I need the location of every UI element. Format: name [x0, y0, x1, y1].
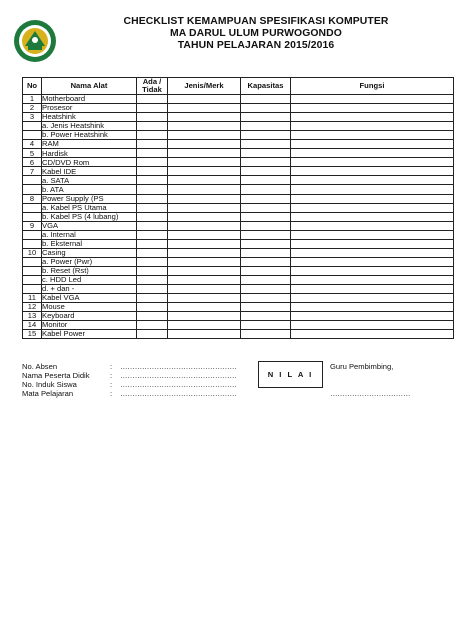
row-ada-tidak-cell — [137, 275, 168, 284]
footer-field-line: ………………………………………… — [120, 380, 237, 389]
row-jenis-merk-cell — [168, 95, 241, 104]
row-ada-tidak-cell — [137, 239, 168, 248]
row-ada-tidak-cell — [137, 230, 168, 239]
row-jenis-merk-cell — [168, 158, 241, 167]
row-fungsi-cell — [291, 113, 454, 122]
row-no: 8 — [23, 194, 42, 203]
document-header — [60, 16, 452, 52]
row-jenis-merk-cell — [168, 321, 241, 330]
row-item-name: a. Jenis Heatshink — [42, 122, 137, 131]
row-item-name: c. HDD Led — [42, 275, 137, 284]
row-kapasitas-cell — [241, 257, 291, 266]
row-fungsi-cell — [291, 330, 454, 339]
row-ada-tidak-cell — [137, 303, 168, 312]
row-ada-tidak-cell — [137, 312, 168, 321]
row-kapasitas-cell — [241, 113, 291, 122]
footer-field-line: ………………………………………… — [120, 389, 237, 398]
row-item-name: b. Reset (Rst) — [42, 266, 137, 275]
row-ada-tidak-cell — [137, 167, 168, 176]
row-jenis-merk-cell — [168, 194, 241, 203]
row-ada-tidak-cell — [137, 158, 168, 167]
row-item-name: b. ATA — [42, 185, 137, 194]
row-jenis-merk-cell — [168, 303, 241, 312]
row-ada-tidak-cell — [137, 294, 168, 303]
row-no — [23, 257, 42, 266]
row-ada-tidak-cell — [137, 113, 168, 122]
row-no: 9 — [23, 221, 42, 230]
row-item-name: Hardisk — [42, 149, 137, 158]
nilai-box: N I L A I — [258, 361, 323, 388]
row-fungsi-cell — [291, 185, 454, 194]
row-ada-tidak-cell — [137, 176, 168, 185]
guru-pembimbing-label: Guru Pembimbing, — [330, 362, 394, 371]
row-fungsi-cell — [291, 248, 454, 257]
row-no — [23, 266, 42, 275]
row-ada-tidak-cell — [137, 203, 168, 212]
footer-field-colon: : — [110, 380, 113, 389]
table-row — [23, 275, 454, 284]
row-jenis-merk-cell — [168, 266, 241, 275]
row-kapasitas-cell — [241, 312, 291, 321]
table-row — [23, 312, 454, 321]
footer-field-colon: : — [110, 362, 113, 371]
table-row — [23, 194, 454, 203]
row-no — [23, 239, 42, 248]
col-header-fungsi: Fungsi — [291, 78, 454, 95]
row-no: 14 — [23, 321, 42, 330]
table-row — [23, 212, 454, 221]
table-row — [23, 266, 454, 275]
row-jenis-merk-cell — [168, 284, 241, 293]
row-kapasitas-cell — [241, 266, 291, 275]
table-row — [23, 113, 454, 122]
row-no: 15 — [23, 330, 42, 339]
table-row — [23, 167, 454, 176]
row-kapasitas-cell — [241, 294, 291, 303]
footer-field-colon: : — [110, 371, 113, 380]
row-fungsi-cell — [291, 221, 454, 230]
header-title: CHECKLIST KEMAMPUAN SPESIFIKASI KOMPUTER — [123, 16, 389, 27]
row-kapasitas-cell — [241, 203, 291, 212]
row-ada-tidak-cell — [137, 321, 168, 330]
header-year: TAHUN PELAJARAN 2015/2016 — [177, 40, 335, 51]
row-jenis-merk-cell — [168, 104, 241, 113]
row-fungsi-cell — [291, 194, 454, 203]
row-jenis-merk-cell — [168, 113, 241, 122]
row-ada-tidak-cell — [137, 185, 168, 194]
row-kapasitas-cell — [241, 140, 291, 149]
row-ada-tidak-cell — [137, 104, 168, 113]
col-header-nama-alat: Nama Alat — [42, 78, 137, 95]
row-no: 11 — [23, 294, 42, 303]
table-row — [23, 122, 454, 131]
footer-field-label: No. Induk Siswa — [22, 380, 77, 389]
table-row — [23, 104, 454, 113]
row-fungsi-cell — [291, 176, 454, 185]
row-jenis-merk-cell — [168, 294, 241, 303]
row-item-name: CD/DVD Rom — [42, 158, 137, 167]
row-item-name: Casing — [42, 248, 137, 257]
row-item-name: a. Power (Pwr) — [42, 257, 137, 266]
footer-field-label: No. Absen — [22, 362, 58, 371]
table-row — [23, 158, 454, 167]
row-kapasitas-cell — [241, 167, 291, 176]
row-ada-tidak-cell — [137, 257, 168, 266]
row-kapasitas-cell — [241, 122, 291, 131]
row-kapasitas-cell — [241, 212, 291, 221]
row-no — [23, 230, 42, 239]
school-logo-icon — [13, 19, 57, 63]
guru-signature-line: …………………………… — [330, 389, 411, 398]
row-jenis-merk-cell — [168, 185, 241, 194]
row-jenis-merk-cell — [168, 257, 241, 266]
row-no: 4 — [23, 140, 42, 149]
header-school: MA DARUL ULUM PURWOGONDO — [170, 28, 342, 39]
row-fungsi-cell — [291, 212, 454, 221]
row-no — [23, 203, 42, 212]
row-jenis-merk-cell — [168, 312, 241, 321]
row-no — [23, 131, 42, 140]
row-jenis-merk-cell — [168, 122, 241, 131]
row-kapasitas-cell — [241, 104, 291, 113]
row-ada-tidak-cell — [137, 149, 168, 158]
footer-field-label: Mata Pelajaran — [22, 389, 74, 398]
table-row — [23, 248, 454, 257]
row-ada-tidak-cell — [137, 248, 168, 257]
row-item-name: Motherboard — [42, 95, 137, 104]
row-fungsi-cell — [291, 303, 454, 312]
row-fungsi-cell — [291, 149, 454, 158]
row-jenis-merk-cell — [168, 275, 241, 284]
row-kapasitas-cell — [241, 221, 291, 230]
row-fungsi-cell — [291, 275, 454, 284]
row-no: 2 — [23, 104, 42, 113]
row-no — [23, 284, 42, 293]
row-jenis-merk-cell — [168, 330, 241, 339]
row-jenis-merk-cell — [168, 248, 241, 257]
row-item-name: Prosesor — [42, 104, 137, 113]
table-row — [23, 230, 454, 239]
table-row — [23, 321, 454, 330]
row-item-name: a. Kabel PS Utama — [42, 203, 137, 212]
row-fungsi-cell — [291, 158, 454, 167]
row-kapasitas-cell — [241, 194, 291, 203]
table-row — [23, 149, 454, 158]
row-no — [23, 176, 42, 185]
row-fungsi-cell — [291, 131, 454, 140]
table-row — [23, 140, 454, 149]
row-ada-tidak-cell — [137, 140, 168, 149]
row-item-name: b. Kabel PS (4 lubang) — [42, 212, 137, 221]
row-no — [23, 122, 42, 131]
table-row — [23, 131, 454, 140]
row-item-name: Power Supply (PS — [42, 194, 137, 203]
row-item-name: Mouse — [42, 303, 137, 312]
row-kapasitas-cell — [241, 185, 291, 194]
table-row — [23, 239, 454, 248]
row-fungsi-cell — [291, 284, 454, 293]
row-ada-tidak-cell — [137, 330, 168, 339]
row-kapasitas-cell — [241, 149, 291, 158]
row-fungsi-cell — [291, 239, 454, 248]
row-no: 5 — [23, 149, 42, 158]
table-row — [23, 95, 454, 104]
row-jenis-merk-cell — [168, 221, 241, 230]
table-row — [23, 330, 454, 339]
row-item-name: b. Eksternal — [42, 239, 137, 248]
row-jenis-merk-cell — [168, 239, 241, 248]
table-row — [23, 176, 454, 185]
col-header-no: No — [23, 78, 42, 95]
row-ada-tidak-cell — [137, 194, 168, 203]
table-row — [23, 203, 454, 212]
table-row — [23, 221, 454, 230]
table-row — [23, 257, 454, 266]
row-item-name: Kabel VGA — [42, 294, 137, 303]
row-no — [23, 212, 42, 221]
row-jenis-merk-cell — [168, 131, 241, 140]
row-item-name: Kabel IDE — [42, 167, 137, 176]
row-kapasitas-cell — [241, 158, 291, 167]
row-fungsi-cell — [291, 95, 454, 104]
row-no: 1 — [23, 95, 42, 104]
col-header-tidak: Tidak — [142, 85, 162, 94]
row-no: 6 — [23, 158, 42, 167]
row-kapasitas-cell — [241, 321, 291, 330]
row-no: 12 — [23, 303, 42, 312]
row-kapasitas-cell — [241, 95, 291, 104]
checklist-table — [22, 77, 454, 339]
footer-field-line: ………………………………………… — [120, 371, 237, 380]
row-ada-tidak-cell — [137, 95, 168, 104]
row-fungsi-cell — [291, 257, 454, 266]
row-fungsi-cell — [291, 312, 454, 321]
row-no — [23, 275, 42, 284]
row-fungsi-cell — [291, 230, 454, 239]
row-ada-tidak-cell — [137, 131, 168, 140]
row-fungsi-cell — [291, 266, 454, 275]
row-item-name: Keyboard — [42, 312, 137, 321]
row-kapasitas-cell — [241, 303, 291, 312]
row-ada-tidak-cell — [137, 221, 168, 230]
row-item-name: Kabel Power — [42, 330, 137, 339]
row-item-name: RAM — [42, 140, 137, 149]
row-item-name: d. + dan - — [42, 284, 137, 293]
row-kapasitas-cell — [241, 248, 291, 257]
footer-section — [22, 360, 453, 420]
row-fungsi-cell — [291, 104, 454, 113]
col-header-kapasitas: Kapasitas — [241, 78, 291, 95]
row-kapasitas-cell — [241, 131, 291, 140]
row-kapasitas-cell — [241, 275, 291, 284]
row-ada-tidak-cell — [137, 284, 168, 293]
row-kapasitas-cell — [241, 330, 291, 339]
row-no — [23, 185, 42, 194]
row-item-name: b. Power Heatshink — [42, 131, 137, 140]
row-ada-tidak-cell — [137, 212, 168, 221]
col-header-ada-tidak — [137, 78, 168, 95]
row-item-name: a. Internal — [42, 230, 137, 239]
row-ada-tidak-cell — [137, 266, 168, 275]
table-header-row — [23, 78, 454, 95]
row-jenis-merk-cell — [168, 167, 241, 176]
row-kapasitas-cell — [241, 176, 291, 185]
table-row — [23, 294, 454, 303]
row-no: 3 — [23, 113, 42, 122]
row-fungsi-cell — [291, 321, 454, 330]
row-no: 13 — [23, 312, 42, 321]
table-row — [23, 303, 454, 312]
row-ada-tidak-cell — [137, 122, 168, 131]
row-item-name: Heatshink — [42, 113, 137, 122]
row-jenis-merk-cell — [168, 176, 241, 185]
row-kapasitas-cell — [241, 239, 291, 248]
col-header-jenis-merk: Jenis/Merk — [168, 78, 241, 95]
col-header-ada: Ada / — [142, 77, 162, 87]
row-no: 10 — [23, 248, 42, 257]
footer-field-label: Nama Peserta Didik — [22, 371, 90, 380]
row-kapasitas-cell — [241, 284, 291, 293]
row-jenis-merk-cell — [168, 203, 241, 212]
footer-field-line: ………………………………………… — [120, 362, 237, 371]
row-fungsi-cell — [291, 122, 454, 131]
table-row — [23, 284, 454, 293]
row-kapasitas-cell — [241, 230, 291, 239]
row-item-name: Monitor — [42, 321, 137, 330]
row-fungsi-cell — [291, 294, 454, 303]
row-jenis-merk-cell — [168, 140, 241, 149]
row-item-name: VGA — [42, 221, 137, 230]
row-item-name: a. SATA — [42, 176, 137, 185]
row-jenis-merk-cell — [168, 230, 241, 239]
row-jenis-merk-cell — [168, 212, 241, 221]
table-row — [23, 185, 454, 194]
row-fungsi-cell — [291, 167, 454, 176]
row-fungsi-cell — [291, 203, 454, 212]
row-no: 7 — [23, 167, 42, 176]
footer-field-colon: : — [110, 389, 113, 398]
row-fungsi-cell — [291, 140, 454, 149]
row-jenis-merk-cell — [168, 149, 241, 158]
